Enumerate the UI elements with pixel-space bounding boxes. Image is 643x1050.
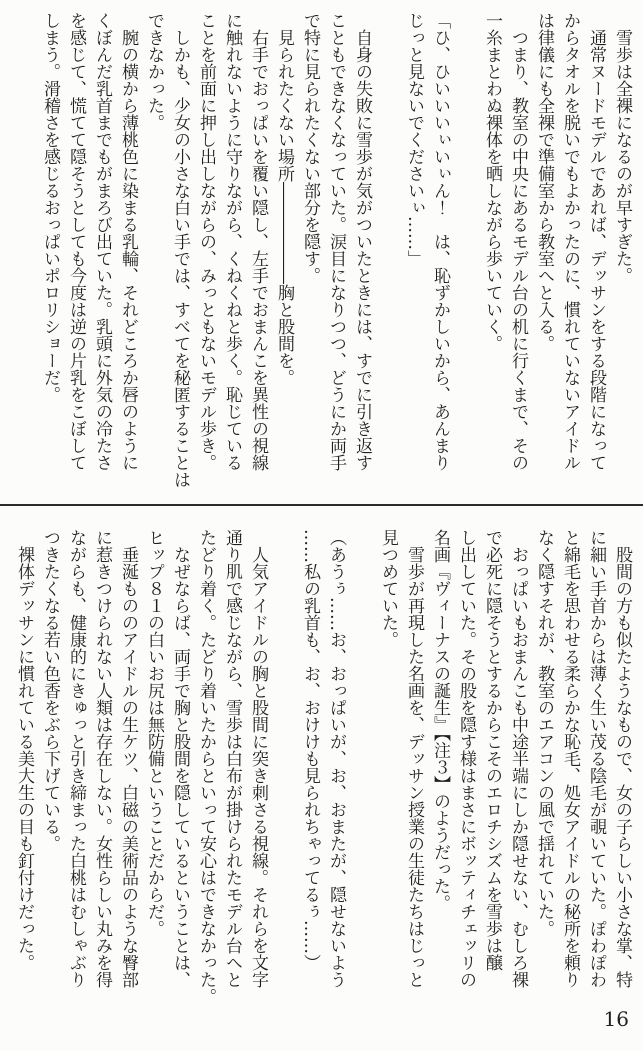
text-column: じっと見ないでくださいぃ……」 [404, 12, 424, 267]
text-column: なぜならば、両手で胸と股間を隠しているということは、 [170, 546, 190, 988]
text-column: しかも、少女の小さな白い手では、すべてを秘匿することは [170, 29, 190, 488]
blank-column [271, 529, 297, 1013]
text-column: 「ひ、ひいいいぃいぃん！ は、恥ずかしいから、あんまり [430, 12, 450, 471]
text-column: は律儀にも全裸で準備室から教室へと入る。 [534, 12, 554, 352]
section-divider [0, 504, 643, 506]
text-column: に細い手首からは薄く生い茂る陰毛が覗いていた。ぽわぽわ [586, 529, 606, 988]
text-column: ヒップ８１の白いお尻は無防備ということだからだ。 [144, 529, 164, 937]
text-column: おっぱいもおまんこも中途半端にしか隠せない、むしろ裸 [508, 546, 528, 988]
text-column: で特に見られたくない部分を隠す。 [300, 12, 320, 284]
text-column: （あうぅ……お、おっぱいが、お、おまたが、隠せないよう [326, 529, 346, 988]
text-column: 雪歩が再現した名画を、デッサン授業の生徒たちはじっと [404, 546, 424, 988]
text-column: 見つめていた。 [378, 529, 398, 648]
blank-column [349, 529, 375, 1013]
text-column: できなかった。 [144, 12, 164, 131]
text-column: 裸体デッサンに慣れている美大生の目も釘付けだった。 [14, 546, 34, 971]
text-column: 一糸まとわぬ裸体を晒しながら歩いていく。 [482, 12, 502, 352]
text-column: くぼんだ乳首までもがまろび出ていた。乳頭に外気の冷たさ [92, 12, 112, 471]
text-column: なく隠すそれが、教室のエアコンの風で揺れていた。 [534, 529, 554, 937]
text-column: 自身の失敗に雪歩が気がついたときには、すでに引き返す [352, 29, 372, 471]
text-column: に惹きつけられない人類は存在しない。女性らしい丸みを得 [92, 529, 112, 988]
text-column: 名画『ヴィーナスの誕生』【注３】のようだった。 [430, 529, 450, 912]
text-column: 雪歩は全裸になるのが早すぎた。 [612, 29, 632, 284]
text-column: からタオルを脱いでもよかったのに、慣れていないアイドル [560, 12, 580, 471]
text-column: と綿毛を思わせる柔らかな恥毛、処女アイドルの秘所を頼り [560, 529, 580, 988]
text-column: たどり着く。たどり着いたからといって安心はできなかった。 [196, 529, 216, 1005]
text-column: 右手でおっぱいを覆い隠し、左手でおまんこを異性の視線 [248, 29, 268, 471]
blank-column [375, 12, 401, 496]
text-column: で必死に隠そうとするからこそのエロチシズムを雪歩は醸 [482, 529, 502, 971]
text-column: 股間の方も似たようなもので、女の子らしい小さな掌、特 [612, 546, 632, 988]
text-column: ながらも、健康的にきゅっと引き締まった白桃はむしゃぶり [66, 529, 86, 988]
text-column: 通常ヌードモデルであれば、デッサンをする段階になって [586, 29, 606, 471]
text-column: 見られたくない場所――――――胸と股間を。 [274, 29, 294, 386]
text-column: ことを前面に押し出しながらの、みっともないモデル歩き。 [196, 12, 216, 471]
text-column: こともできなくなっていた。涙目になりつつ、どうにか両手 [326, 12, 346, 471]
text-column: つまり、教室の中央にあるモデル台の机に行くまで、その [508, 29, 528, 471]
top-text-block [8, 12, 635, 496]
text-column: 腕の横から薄桃色に染まる乳輪、それどころか唇のように [118, 29, 138, 471]
text-column: し出していた。その股を隠す様はまさにボッティチェッリの [456, 529, 476, 988]
text-column: を感じて、慌てて隠そうとしても今度は逆の片乳をこぼして [66, 12, 86, 471]
text-column: 通り肌で感じながら、雪歩は白布が掛けられたモデル台へと [222, 529, 242, 988]
text-column: しまう。滑稽さを感じるおっぱいポロリショーだ。 [40, 12, 60, 403]
bottom-text-block [8, 529, 635, 1013]
text-column: に触れないように守りながら、くねくねと歩く。恥じている [222, 12, 242, 471]
text-column: 人気アイドルの胸と股間に突き刺さる視線。それらを文字 [248, 546, 268, 988]
blank-column [453, 12, 479, 496]
text-column: ……私の乳首も、お、おけけも見られちゃってるぅ……） [300, 529, 320, 971]
text-column: 垂涎もののアイドルの生ケツ、白磁の美術品のような臀部 [118, 546, 138, 988]
text-column: つきたくなる若い色香をぶら下げている。 [40, 529, 60, 852]
page-number: 16 [603, 1007, 629, 1031]
